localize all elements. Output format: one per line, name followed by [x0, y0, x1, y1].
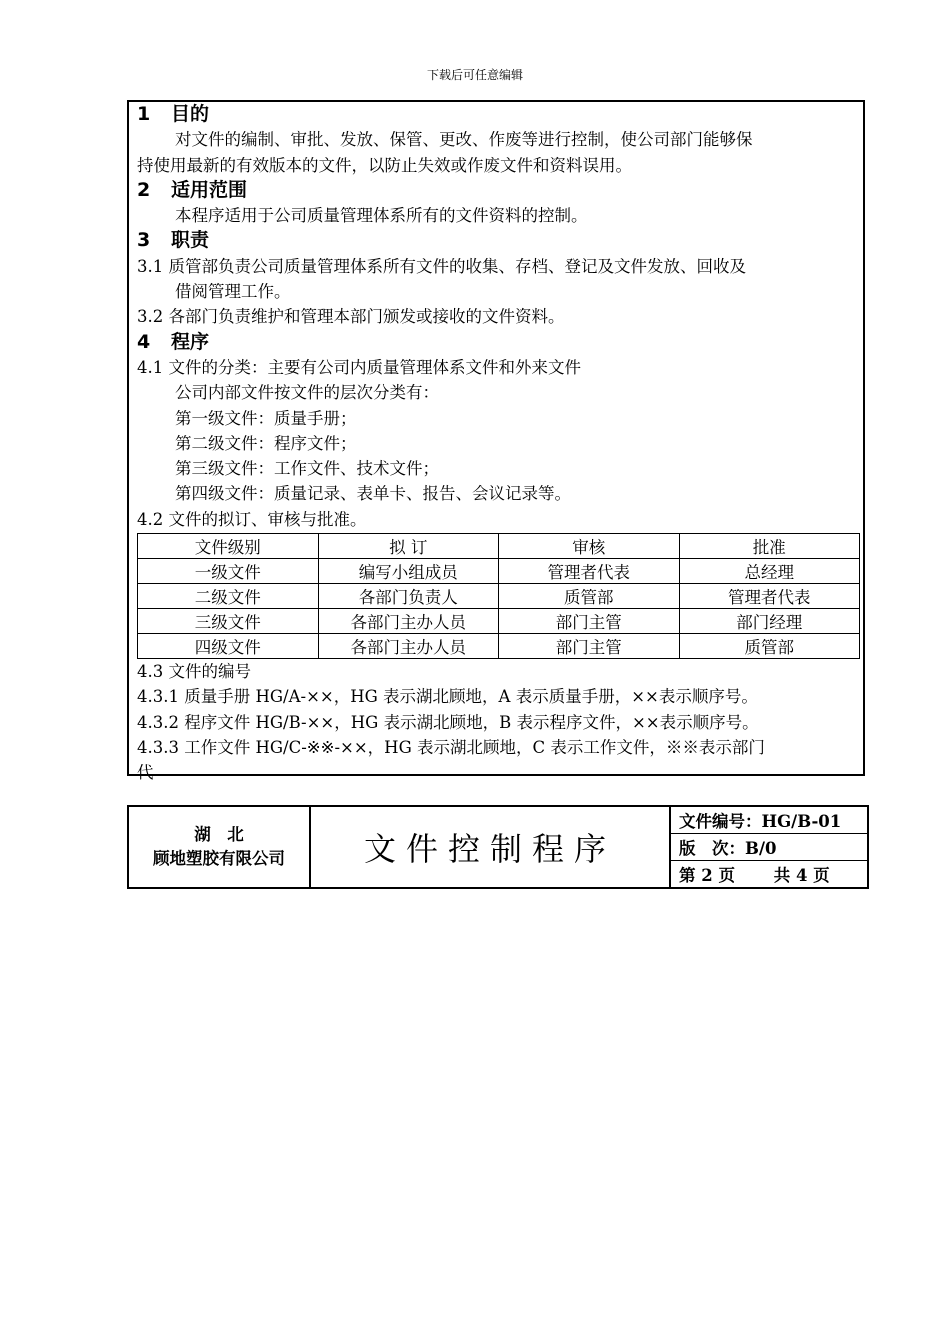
table-cell: 质管部: [499, 584, 680, 609]
document-number: 文件编号：HG/B-01: [671, 807, 867, 834]
table-cell: 部门主管: [499, 609, 680, 634]
clause-4-1-b: 第一级文件：质量手册；: [175, 408, 357, 428]
table-header-cell: 审核: [499, 534, 680, 559]
section-1-heading: 1 目的: [137, 103, 210, 125]
table-cell: 三级文件: [138, 609, 319, 634]
table-cell: 管理者代表: [499, 559, 680, 584]
clause-4-3-2: 4.3.2 程序文件 HG/B-××，HG 表示湖北顾地，B 表示程序文件，××表示顺序号。: [137, 712, 759, 732]
table-header-cell: 批准: [679, 534, 860, 559]
table-row: [138, 584, 860, 609]
table-header-row: [138, 534, 860, 559]
table-cell: 各部门负责人: [318, 584, 499, 609]
table-cell: 二级文件: [138, 584, 319, 609]
table-cell: 部门经理: [679, 609, 860, 634]
section-4-heading: 4 程序: [137, 330, 210, 353]
clause-4-2: 4.2 文件的拟订、审核与批准。: [137, 509, 367, 529]
clause-3-1-cont: 借阅管理工作。: [175, 282, 291, 302]
document-version: 版 次：B/0: [671, 834, 867, 861]
company-name: [129, 807, 311, 887]
table-row: [138, 559, 860, 584]
table-cell: 各部门主办人员: [318, 634, 499, 659]
table-cell: 各部门主办人员: [318, 609, 499, 634]
document-info: [671, 807, 867, 887]
table-cell: 质管部: [679, 634, 860, 659]
clause-4-1-d: 第三级文件：工作文件、技术文件；: [175, 459, 439, 479]
clause-4-3-1: 4.3.1 质量手册 HG/A-××，HG 表示湖北顾地，A 表示质量手册，××表示顺序号。: [137, 687, 758, 707]
section-3-heading: 3 职责: [137, 229, 210, 252]
document-title: 文件控制程序: [311, 807, 671, 887]
section-2-heading: 2 适用范围: [137, 178, 248, 201]
section-1-text: 对文件的编制、审批、发放、保管、更改、作废等进行控制，使公司部门能够保: [175, 130, 753, 150]
clause-3-1: 3.1 质管部负责公司质量管理体系所有文件的收集、存档、登记及文件发放、回收及: [137, 256, 746, 276]
section-2-text: 本程序适用于公司质量管理体系所有的文件资料的控制。: [175, 206, 588, 226]
clause-4-1: 4.1 文件的分类：主要有公司内质量管理体系文件和外来文件: [137, 357, 581, 377]
company-line-1: 湖 北: [194, 825, 244, 844]
clause-4-1-c: 第二级文件：程序文件；: [175, 433, 357, 453]
company-line-2: 顾地塑胶有限公司: [153, 849, 285, 868]
table-cell: 四级文件: [138, 634, 319, 659]
table-row: [138, 609, 860, 634]
table-header-cell: 拟 订: [318, 534, 499, 559]
table-header-cell: 文件级别: [138, 534, 319, 559]
table-cell: 管理者代表: [679, 584, 860, 609]
header-note: 下载后可任意编辑: [426, 68, 523, 82]
table-row: [138, 634, 860, 659]
clause-4-1-a: 公司内部文件按文件的层次分类有：: [175, 383, 439, 403]
clause-4-1-e: 第四级文件：质量记录、表单卡、报告、会议记录等。: [175, 484, 571, 504]
table-cell: 总经理: [679, 559, 860, 584]
table-cell: 部门主管: [499, 634, 680, 659]
clause-4-3: 4.3 文件的编号: [137, 662, 251, 682]
table-cell: 一级文件: [138, 559, 319, 584]
section-1-text-cont: 持使用最新的有效版本的文件，以防止失效或作废文件和资料误用。: [137, 155, 632, 175]
approval-table: [137, 533, 860, 659]
clause-3-2: 3.2 各部门负责维护和管理本部门颁发或接收的文件资料。: [137, 307, 565, 327]
clause-4-3-3: 4.3.3 工作文件 HG/C-※※-××，HG 表示湖北顾地，C 表示工作文件，※※表示部门: [137, 737, 765, 757]
document-body: [127, 100, 865, 783]
table-cell: 编写小组成员: [318, 559, 499, 584]
document-footer: [127, 805, 869, 889]
clause-4-3-3-cont: 代: [137, 763, 154, 783]
page-indicator: 第 2 页 共 4 页: [679, 866, 830, 885]
